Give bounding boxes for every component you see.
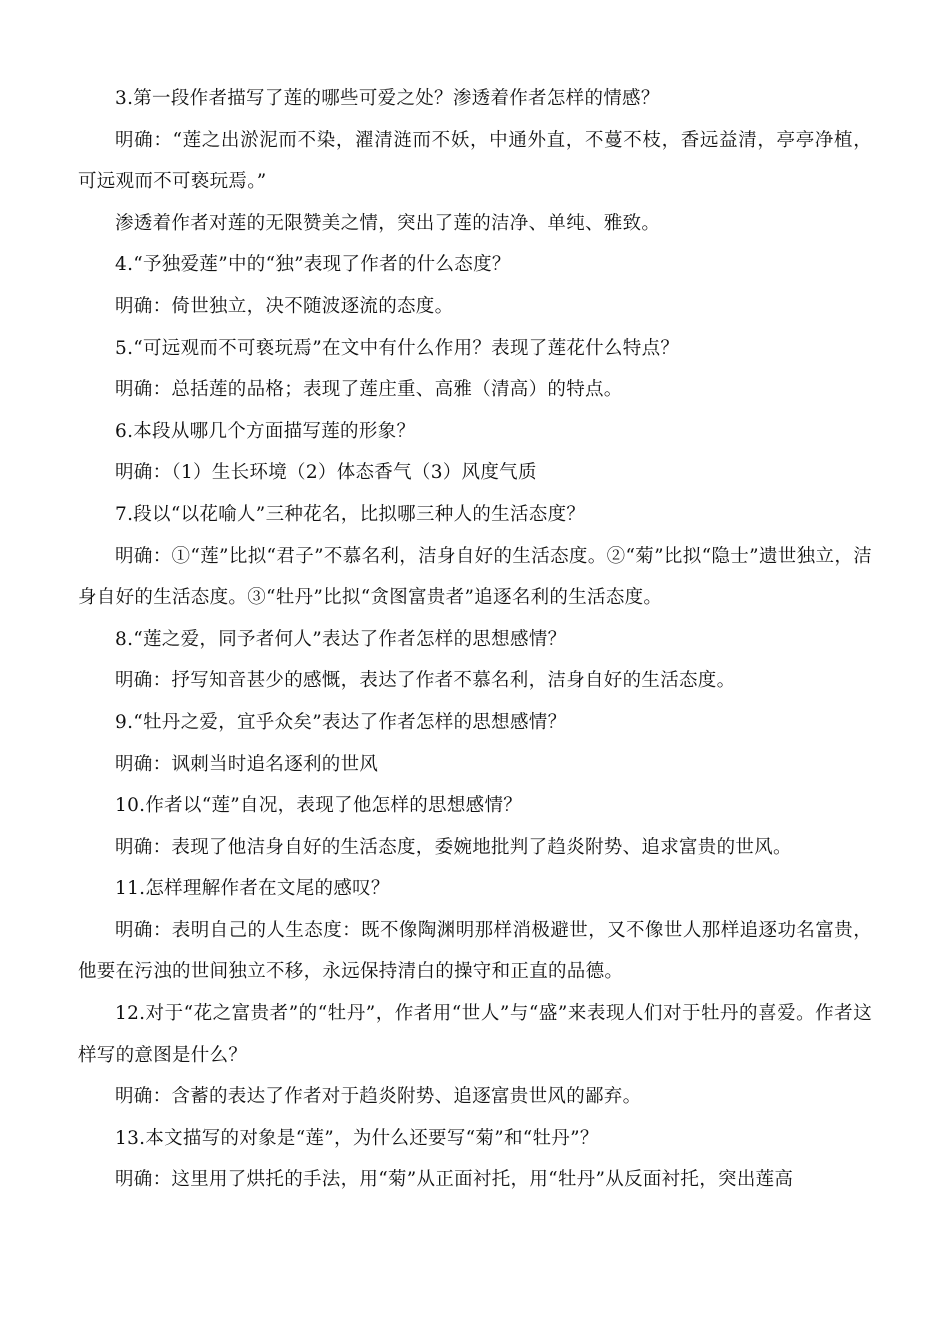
question-12: 12.对于“花之富贵者”的“牡丹”，作者用“世人”与“盛”来表现人们对于牡丹的喜爱。作者这样写的意图是什么？ <box>78 1003 872 1066</box>
question-4: 4.“予独爱莲”中的“独”表现了作者的什么态度？ <box>115 254 511 276</box>
question-5: 5.“可远观而不可亵玩焉”在文中有什么作用？表现了莲花什么特点？ <box>115 337 680 359</box>
answer-7: 明确：①“莲”比拟“君子”不慕名利，洁身自好的生活态度。②“菊”比拟“隐士”遗世独立，洁身自好的生活态度。③“牡丹”比拟“贪图富贵者”追逐名利的生活态度。 <box>78 545 872 609</box>
question-10: 10.作者以“莲”自况，表现了他怎样的思想感情？ <box>115 795 523 817</box>
answer-4: 明确：倚世独立，决不随波逐流的态度。 <box>115 295 454 317</box>
answer-8: 明确：抒写知音甚少的感慨，表达了作者不慕名利，洁身自好的生活态度。 <box>115 670 736 692</box>
answer-3: 明确：“莲之出淤泥而不染，濯清涟而不妖，中通外直，不蔓不枝，香远益清，亭亭净植，可远观而不可亵玩焉。” <box>78 129 872 193</box>
answer-12: 明确：含蓄的表达了作者对于趋炎附势、追逐富贵世风的鄙弃。 <box>115 1086 642 1108</box>
question-11: 11.怎样理解作者在文尾的感叹？ <box>115 878 390 900</box>
answer-11: 明确：表明自己的人生态度：既不像陶渊明那样消极避世，又不像世人那样追逐功名富贵，他要在污浊的世间独立不移，永远保持清白的操守和正直的品德。 <box>78 919 872 983</box>
question-6: 6.本段从哪几个方面描写莲的形象？ <box>115 420 416 442</box>
answer-3-continued: 渗透着作者对莲的无限赞美之情，突出了莲的洁净、单纯、雅致。 <box>115 212 661 234</box>
answer-9: 明确：讽刺当时追名逐利的世风 <box>115 753 379 775</box>
question-8: 8.“莲之爱，同予者何人”表达了作者怎样的思想感情？ <box>115 628 567 650</box>
answer-10: 明确：表现了他洁身自好的生活态度，委婉地批判了趋炎附势、追求富贵的世风。 <box>115 836 792 858</box>
question-3: 3.第一段作者描写了莲的哪些可爱之处？渗透着作者怎样的情感？ <box>115 88 660 109</box>
answer-6: 明确：（1）生长环境（2）体态香气（3）风度气质 <box>115 462 537 484</box>
answer-5: 明确：总括莲的品格；表现了莲庄重、高雅（清高）的特点。 <box>115 379 623 401</box>
answer-13: 明确：这里用了烘托的手法，用“菊”从正面衬托，用“牡丹”从反面衬托，突出莲高 <box>115 1169 794 1191</box>
question-13: 13.本文描写的对象是“莲”，为什么还要写“菊”和“牡丹”？ <box>115 1127 599 1149</box>
question-7: 7.段以“以花喻人”三种花名，比拟哪三种人的生活态度？ <box>115 503 586 525</box>
question-9: 9.“牡丹之爱，宜乎众矣”表达了作者怎样的思想感情？ <box>115 711 567 733</box>
